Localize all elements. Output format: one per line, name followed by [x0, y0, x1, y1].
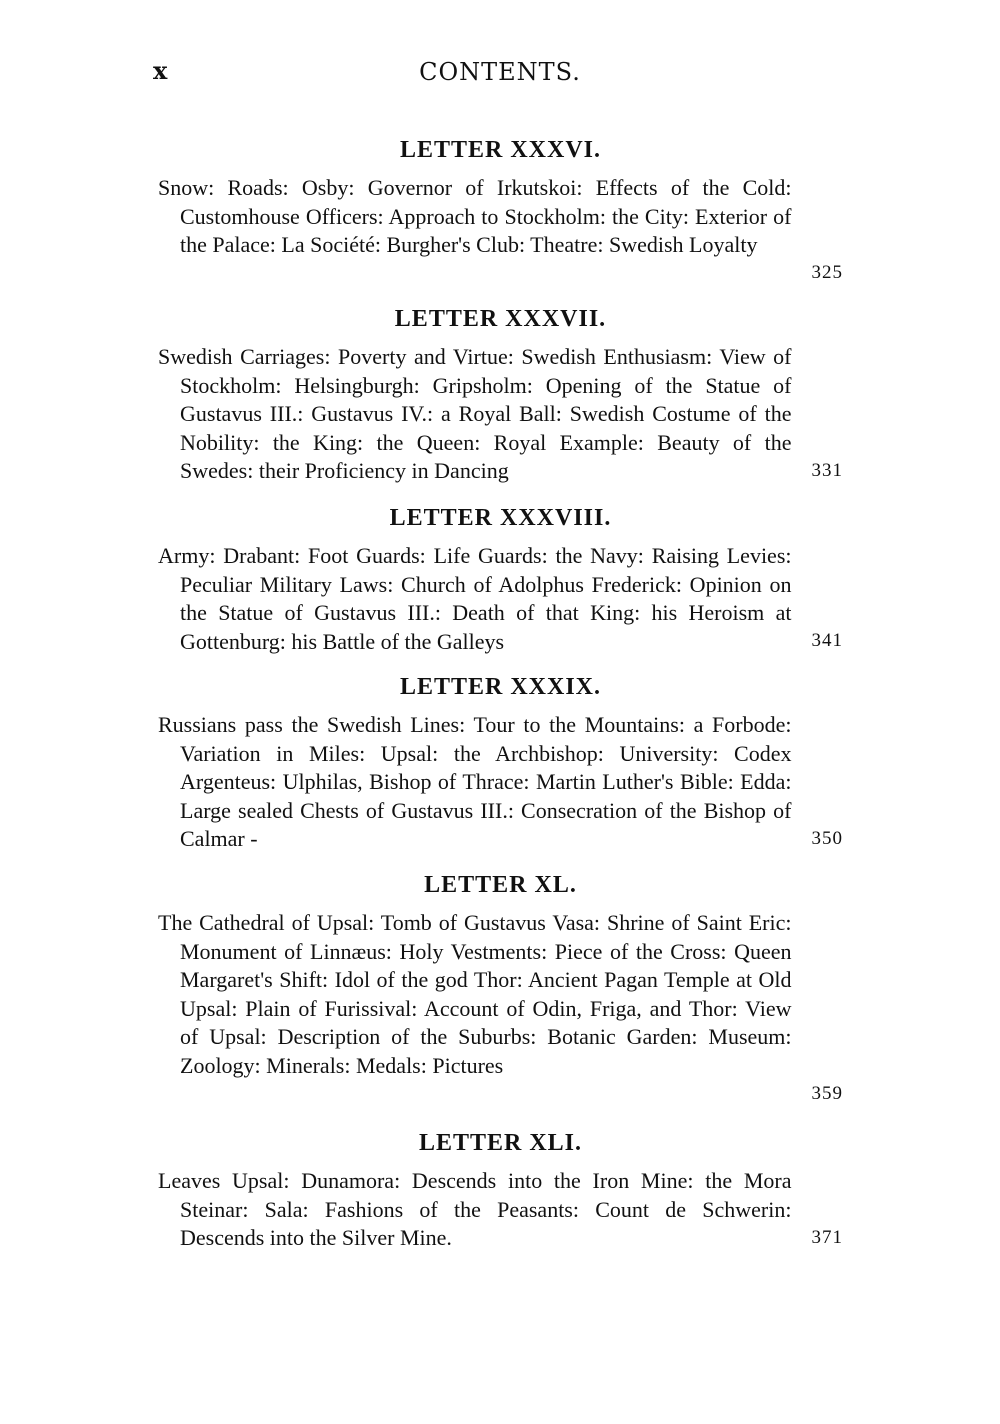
letter-heading: LETTER XXXIX. [399, 674, 602, 700]
page-reference: 359 [811, 1083, 843, 1104]
page-reference: 325 [811, 262, 843, 283]
summary-text: Leaves Upsal: Dunamora: Descends into the Iron Mine: the Mora Steinar: Sala: Fashions of the Peasants: Count de Schwerin: Descends into the Silver Mine. [158, 1168, 792, 1250]
letter-xxxvi [158, 137, 843, 288]
letter-summary [158, 711, 843, 854]
letter-xxxvii [158, 306, 843, 486]
letter-xxxviii [158, 505, 843, 656]
letter-xli [158, 1130, 843, 1253]
page-reference: 341 [811, 630, 843, 651]
summary-text: Swedish Carriages: Poverty and Virtue: Swedish Enthusiasm: View of Stockholm: Helsingburgh: Gripsholm: Opening of the Statue of Gustavus III.: Gustavus IV.: a Royal Ball: Swedish Costume of the Nobility: the King: the Queen: Royal Example: Beauty of the Swedes: their Proficiency in Dancing [158, 344, 792, 483]
letter-summary [158, 174, 843, 283]
page-reference: 350 [811, 828, 843, 849]
page-reference: 331 [811, 460, 843, 481]
letter-xxxix [158, 674, 843, 854]
summary-text: Snow: Roads: Osby: Governor of Irkutskoi: Effects of the Cold: Customhouse Officers: Approach to Stockholm: the City: Exterior of the Palace: La Société: Burgher's Club: Theatre: Swedish Loyalty [158, 175, 792, 257]
summary-text: Russians pass the Swedish Lines: Tour to the Mountains: a Forbode: Variation in Miles: Upsal: the Archbishop: University: Codex Argenteus: Ulphilas, Bishop of Thrace: Martin Luther's Bible: Edda: Large sealed Chests of Gustavus III.: Consecration of the Bishop of Calmar - [158, 712, 792, 851]
letter-heading: LETTER XL. [424, 872, 577, 898]
running-head: CONTENTS. [419, 58, 581, 86]
letter-summary [158, 909, 843, 1104]
letter-heading: LETTER XLI. [418, 1130, 583, 1156]
summary-text: The Cathedral of Upsal: Tomb of Gustavus Vasa: Shrine of Saint Eric: Monument of Linnæus: Holy Vestments: Piece of the Cross: Queen Margaret's Shift: Idol of the god Thor: Ancient Pagan Temple at Old Upsal: Plain of Furissival: Account of Odin, Friga, and Thor: View of Upsal: Description of the Suburbs: Botanic Garden: Museum: Zoology: Minerals: Medals: Pictures [158, 910, 792, 1078]
page-reference: 371 [811, 1227, 843, 1248]
page-number: x [153, 56, 168, 85]
letter-heading: LETTER XXXVI. [399, 137, 602, 163]
summary-text: Army: Drabant: Foot Guards: Life Guards: the Navy: Raising Levies: Peculiar Military Laws: Church of Adolphus Frederick: Opinion on the Statue of Gustavus III.: Death of that King: his Heroism at Gottenburg: his Battle of the Galleys [158, 543, 792, 654]
letter-heading: LETTER XXXVIII. [389, 505, 612, 531]
letter-xl [158, 872, 843, 1109]
letter-summary [158, 542, 843, 656]
letter-summary [158, 343, 843, 486]
letter-summary [158, 1167, 843, 1253]
letter-heading: LETTER XXXVII. [394, 306, 607, 332]
